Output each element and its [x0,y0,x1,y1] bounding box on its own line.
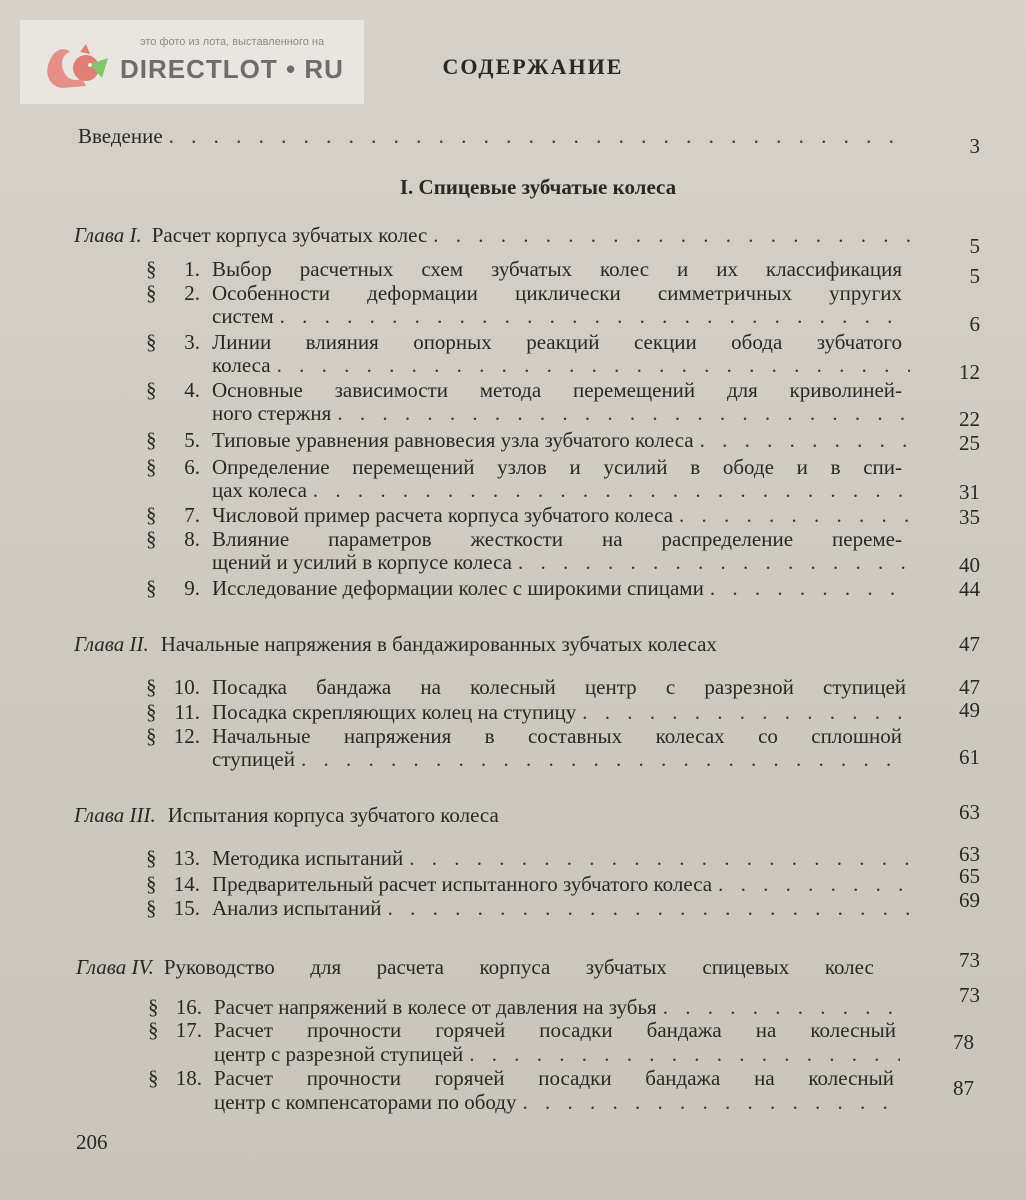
section-line [212,576,910,601]
section-title-cont: ступицей [212,747,295,771]
leader-dots [700,428,910,453]
section-title-cont: цах колеса [212,478,307,502]
section-sign: § [146,281,157,305]
leader-dots [433,223,910,248]
section-line [212,700,910,725]
section-sign: § [148,995,159,1019]
page-title: СОДЕРЖАНИЕ [442,54,624,79]
leader-dots [679,503,910,528]
section-line [212,896,910,921]
chapter-page: 5 [969,234,980,258]
section-page: 63 [959,842,980,866]
chapter-page: 63 [959,800,980,824]
section-number: 7. [184,503,200,527]
section-number: 13. [173,846,200,870]
section-number: 4. [184,378,200,402]
section-page: 44 [959,577,980,601]
section-number: 14. [173,872,200,896]
section-line [212,378,902,403]
section-sign: § [146,700,157,724]
section-title: Расчет напряжений в колесе от давления на зубья [214,995,657,1019]
leader-dots [522,1090,898,1115]
chapter-title: Руководство для расчета корпуса зубчатых спицевых колес [163,955,874,979]
section-number: 8. [184,527,200,551]
section-page: 25 [959,431,980,455]
section-number: 1. [184,257,200,281]
section-line [212,330,902,355]
leader-dots [710,576,910,601]
section-number: 6. [184,455,200,479]
leader-dots [301,747,910,772]
section-number: 17. [175,1018,202,1042]
section-page: 40 [959,553,980,577]
section-line [212,550,910,575]
section-title-cont: центр с разрезной ступицей [214,1042,464,1066]
section-number: 18. [175,1066,202,1090]
section-title: Расчет прочности горячей посадки бандажа на колесный [214,1066,894,1090]
chapter-heading [74,632,910,657]
section-line [212,503,910,528]
section-page: 73 [959,983,980,1007]
leader-dots [409,846,910,871]
section-sign: § [148,1018,159,1042]
section-line [214,1018,896,1043]
section-title: Типовые уравнения равновесия узла зубчатого колеса [212,428,694,452]
leader-dots [582,700,910,725]
section-line [212,455,902,480]
chapter-heading [74,803,666,828]
section-page: 6 [969,312,980,336]
chapter-page: 73 [959,948,980,972]
part-heading: I. Спицевые зубчатые колеса [399,175,677,199]
chapter-label: Глава II. [74,632,149,656]
leader-dots [518,550,910,575]
section-sign: § [146,846,157,870]
leader-dots [313,478,910,503]
section-title-cont: систем [212,304,274,328]
section-number: 3. [184,330,200,354]
section-page: 61 [959,745,980,769]
toc-intro [78,124,900,149]
section-page: 69 [959,888,980,912]
section-line [214,1042,900,1067]
chapter-label: Глава IV. [76,955,154,979]
chapter-title: Начальные напряжения в бандажированных зубчатых колесах [160,632,717,656]
leader-dots [663,995,904,1020]
section-line [212,401,910,426]
chapter-heading [76,955,902,980]
section-page: 87 [953,1076,974,1100]
section-page: 35 [959,505,980,529]
section-sign: § [146,576,157,600]
section-title: Линии влияния опорных реакций секции обода зубчатого [212,330,902,354]
section-title: Определение перемещений узлов и усилий в ободе и в спи- [212,455,902,479]
section-line [212,747,910,772]
section-title: Посадка скрепляющих колец на ступицу [212,700,577,724]
leader-dots [718,872,910,897]
section-title-cont: центр с компенсаторами по ободу [214,1090,517,1114]
leader-dots [277,353,910,378]
section-line [212,304,910,329]
section-number: 11. [174,700,200,724]
section-line [212,724,902,749]
section-title: Анализ испытаний [212,896,382,920]
section-page: 65 [959,864,980,888]
section-title: Начальные напряжения в составных колесах со сплошной [212,724,902,748]
section-title: Методика испытаний [212,846,404,870]
chapter-title: Испытания корпуса зубчатого колеса [167,803,499,827]
section-sign: § [146,872,157,896]
section-sign: § [146,428,157,452]
section-line [212,872,910,897]
section-title: Исследование деформации колес с широкими спицами [212,576,704,600]
section-line [212,257,902,282]
section-sign: § [146,330,157,354]
section-page: 5 [969,264,980,288]
watermark-caption: это фото из лота, выставленного на [140,36,325,48]
section-number: 9. [184,576,200,600]
section-line [212,353,910,378]
section-title-cont: щений и усилий в корпусе колеса [212,550,512,574]
section-line [212,478,910,503]
section-title-cont: колеса [212,353,271,377]
section-line [214,995,904,1020]
section-sign: § [146,675,157,699]
leader-dots [388,896,910,921]
section-line [212,428,910,453]
leader-dots [337,401,910,426]
section-title: Влияние параметров жесткости на распределение переме- [212,527,902,551]
section-title-cont: ного стержня [212,401,332,425]
section-title: Расчет прочности горячей посадки бандажа на колесный [214,1018,896,1042]
leader-dots [469,1042,900,1067]
toc-intro-label: Введение [78,124,163,148]
chapter-heading [74,223,910,248]
section-sign: § [146,503,157,527]
section-title: Предварительный расчет испытанного зубчатого колеса [212,872,713,896]
section-page: 31 [959,480,980,504]
section-sign: § [146,455,157,479]
watermark-brand: DIRECTLOT • RU [120,54,344,84]
section-number: 2. [184,281,200,305]
section-sign: § [148,1066,159,1090]
chapter-label: Глава I. [74,223,142,247]
section-page: 12 [959,360,980,384]
chapter-page: 47 [959,632,980,656]
leader-dots [280,304,910,329]
section-sign: § [146,257,157,281]
section-line [212,675,906,700]
section-page: 47 [959,675,980,699]
section-line [214,1090,898,1115]
section-title: Числовой пример расчета корпуса зубчатого колеса [212,503,674,527]
section-page: 22 [959,407,980,431]
section-sign: § [146,724,157,748]
section-page: 78 [953,1030,974,1054]
section-title: Основные зависимости метода перемещений для криволиней- [212,378,902,402]
section-page: 49 [959,698,980,722]
chapter-title: Расчет корпуса зубчатых колес [151,223,428,247]
chapter-label: Глава III. [74,803,156,827]
section-sign: § [146,378,157,402]
toc-intro-page: 3 [969,134,980,158]
section-sign: § [146,527,157,551]
section-line [214,1066,894,1091]
section-line [212,281,902,306]
section-title: Особенности деформации циклически симметричных упругих [212,281,902,305]
section-number: 12. [173,724,200,748]
section-number: 5. [184,428,200,452]
section-sign: § [146,896,157,920]
page-number: 206 [76,1130,108,1154]
section-title: Посадка бандажа на колесный центр с разрезной ступицей [212,675,906,699]
section-number: 10. [173,675,200,699]
section-line [212,846,910,871]
section-title: Выбор расчетных схем зубчатых колес и их классификация [212,257,902,281]
section-number: 16. [175,995,202,1019]
leader-dots [169,124,900,149]
section-number: 15. [173,896,200,920]
section-line [212,527,902,552]
